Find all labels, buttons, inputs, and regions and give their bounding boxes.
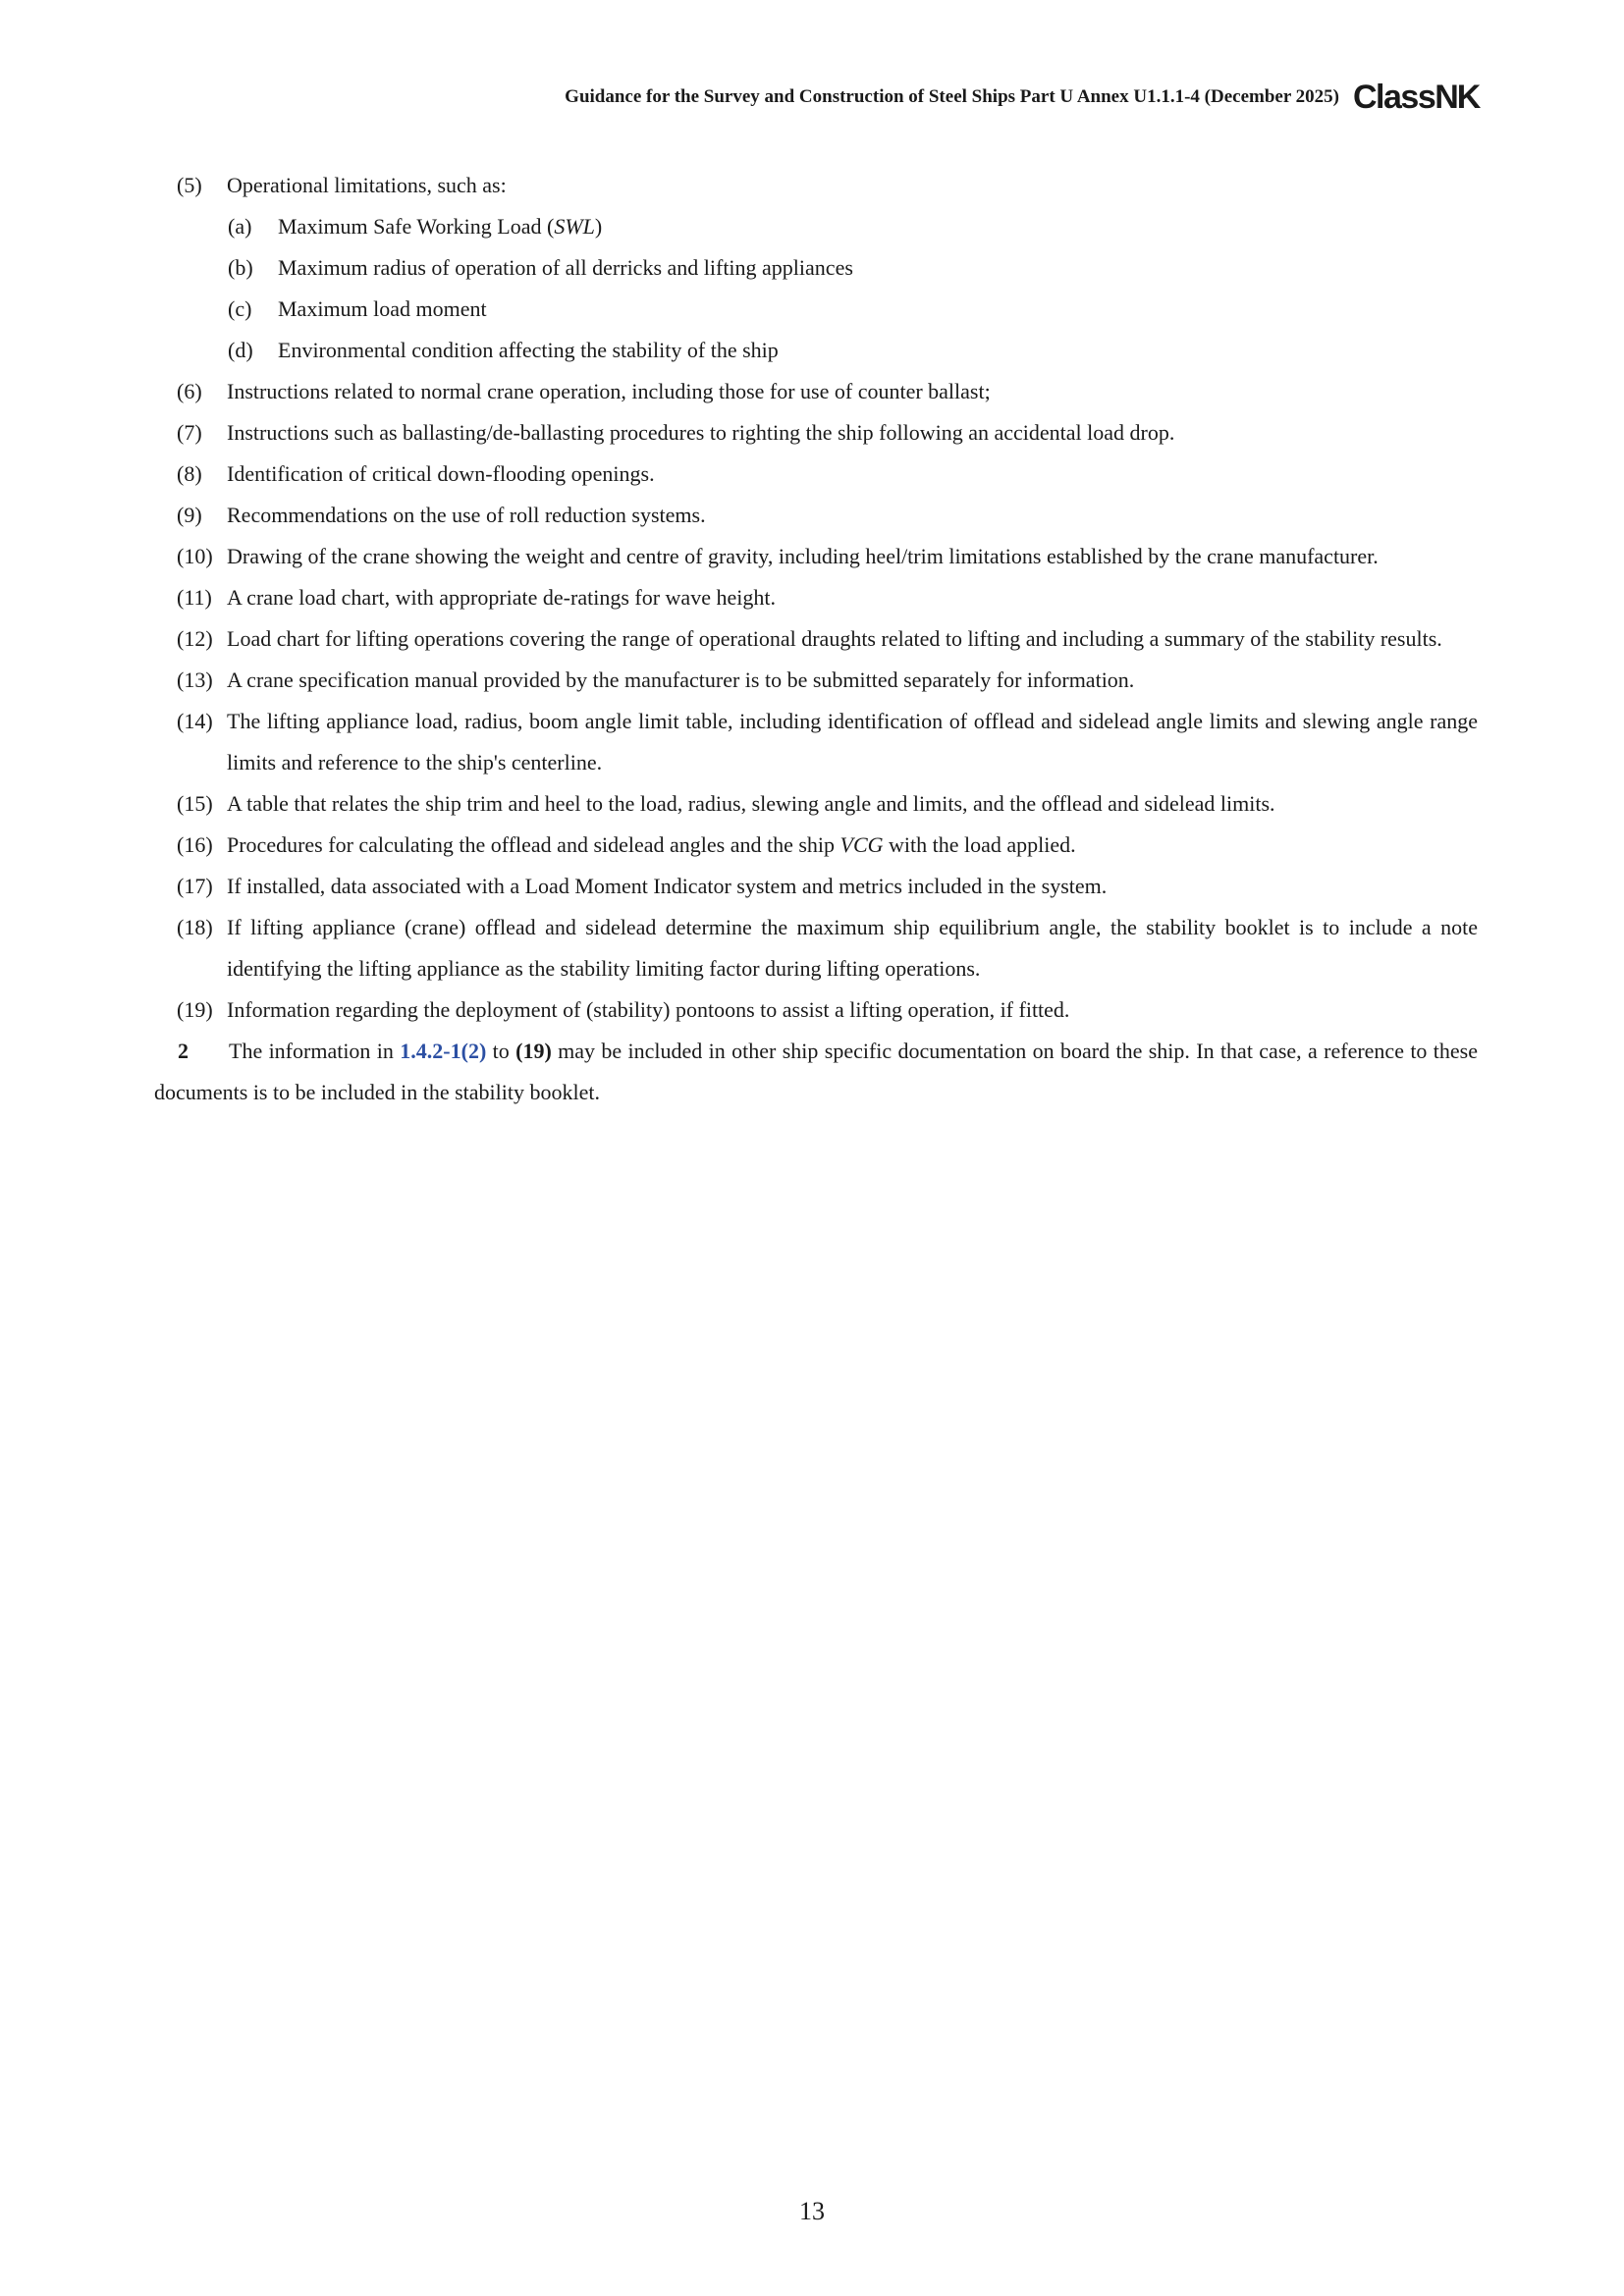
item-text-italic: VCG — [839, 832, 884, 857]
sub-item-b — [154, 247, 1478, 289]
item-number: (8) — [177, 461, 202, 486]
item-number: (13) — [177, 667, 213, 692]
item-number: (9) — [177, 503, 202, 527]
item-text: Identification of critical down-flooding openings. — [227, 461, 655, 486]
list-item-5 — [154, 165, 1478, 206]
list-item-18 — [154, 907, 1478, 989]
list-item-14 — [154, 701, 1478, 783]
item-text: Maximum radius of operation of all derricks and lifting appliances — [278, 255, 853, 280]
paragraph-text-pre: The information in — [229, 1039, 401, 1063]
document-body — [154, 165, 1478, 1113]
list-item-15 — [154, 783, 1478, 825]
item-number: (6) — [177, 379, 202, 403]
list-item-11 — [154, 577, 1478, 618]
sub-item-number: (a) — [228, 214, 252, 239]
sub-item-number: (c) — [228, 296, 252, 321]
item-text-post: with the load applied. — [883, 832, 1076, 857]
item-text-post: ) — [594, 214, 603, 239]
header-title: Guidance for the Survey and Construction of Steel Ships Part U Annex U1.1.1-4 (December 2025) — [565, 86, 1339, 107]
sub-item-number: (d) — [228, 338, 253, 362]
item-text: The lifting appliance load, radius, boom angle limit table, including identification of offlead and sidelead angle limits and slewing angle range limits and reference to the ship's centerline. — [227, 709, 1478, 774]
item-text: Instructions related to normal crane operation, including those for use of counter ballast; — [227, 379, 991, 403]
item-number: (15) — [177, 791, 213, 816]
page-header — [0, 80, 1624, 120]
list-item-7 — [154, 412, 1478, 454]
list-item-19 — [154, 989, 1478, 1031]
item-text: A crane load chart, with appropriate de-ratings for wave height. — [227, 585, 776, 610]
item-number: (7) — [177, 420, 202, 445]
item-text: Environmental condition affecting the stability of the ship — [278, 338, 779, 362]
item-text: If installed, data associated with a Load Moment Indicator system and metrics included in the system. — [227, 874, 1108, 898]
page-number: 13 — [799, 2197, 825, 2225]
item-text: A table that relates the ship trim and heel to the load, radius, slewing angle and limits, and the offlead and sidelead limits. — [227, 791, 1275, 816]
item-number: (14) — [177, 709, 213, 733]
list-item-8 — [154, 454, 1478, 495]
item-text: Recommendations on the use of roll reduction systems. — [227, 503, 706, 527]
list-item-9 — [154, 495, 1478, 536]
item-text: A crane specification manual provided by the manufacturer is to be submitted separately for information. — [227, 667, 1135, 692]
item-number: (18) — [177, 915, 213, 939]
item-number: (10) — [177, 544, 213, 568]
item-text: If lifting appliance (crane) offlead and sidelead determine the maximum ship equilibrium angle, the stability booklet is to include a note identifying the lifting appliance as the stability limiting factor during lifting operations. — [227, 915, 1478, 981]
logo-nk-text: NK — [1435, 79, 1480, 116]
paragraph-number: 2 — [178, 1039, 189, 1063]
item-number: (12) — [177, 626, 213, 651]
item-number: (5) — [177, 173, 202, 197]
list-item-12 — [154, 618, 1478, 660]
paragraph-2 — [154, 1031, 1478, 1113]
cross-reference-link[interactable]: 1.4.2-1(2) — [400, 1039, 487, 1063]
list-item-6 — [154, 371, 1478, 412]
item-text-pre: Maximum Safe Working Load ( — [278, 214, 555, 239]
list-item-10 — [154, 536, 1478, 577]
item-text-italic: SWL — [554, 214, 595, 239]
item-number: (19) — [177, 997, 213, 1022]
logo-class-text: Class — [1353, 79, 1435, 116]
item-number: (17) — [177, 874, 213, 898]
list-item-13 — [154, 660, 1478, 701]
sub-item-a — [154, 206, 1478, 247]
sub-item-number: (b) — [228, 255, 253, 280]
paragraph-text-post: may be included in other ship specific documentation on board the ship. In that case, a reference to these documents is to be included in the stability booklet. — [154, 1039, 1479, 1104]
item-text: Information regarding the deployment of (stability) pontoons to assist a lifting operation, if fitted. — [227, 997, 1070, 1022]
item-text: Instructions such as ballasting/de-ballasting procedures to righting the ship following an accidental load drop. — [227, 420, 1175, 445]
item-text: Load chart for lifting operations covering the range of operational draughts related to lifting and including a summary of the stability results. — [227, 626, 1442, 651]
sub-item-d — [154, 330, 1478, 371]
item-text: Maximum load moment — [278, 296, 487, 321]
item-text: Operational limitations, such as: — [227, 173, 507, 197]
classnk-logo — [1353, 79, 1479, 117]
paragraph-bold-ref: (19) — [515, 1039, 552, 1063]
item-text: Drawing of the crane showing the weight and centre of gravity, including heel/trim limitations established by the crane manufacturer. — [227, 544, 1379, 568]
item-text-pre: Procedures for calculating the offlead and sidelead angles and the ship — [227, 832, 840, 857]
list-item-16 — [154, 825, 1478, 866]
list-item-17 — [154, 866, 1478, 907]
paragraph-text-mid: to — [486, 1039, 516, 1063]
item-number: (11) — [177, 585, 212, 610]
item-number: (16) — [177, 832, 213, 857]
sub-item-c — [154, 289, 1478, 330]
